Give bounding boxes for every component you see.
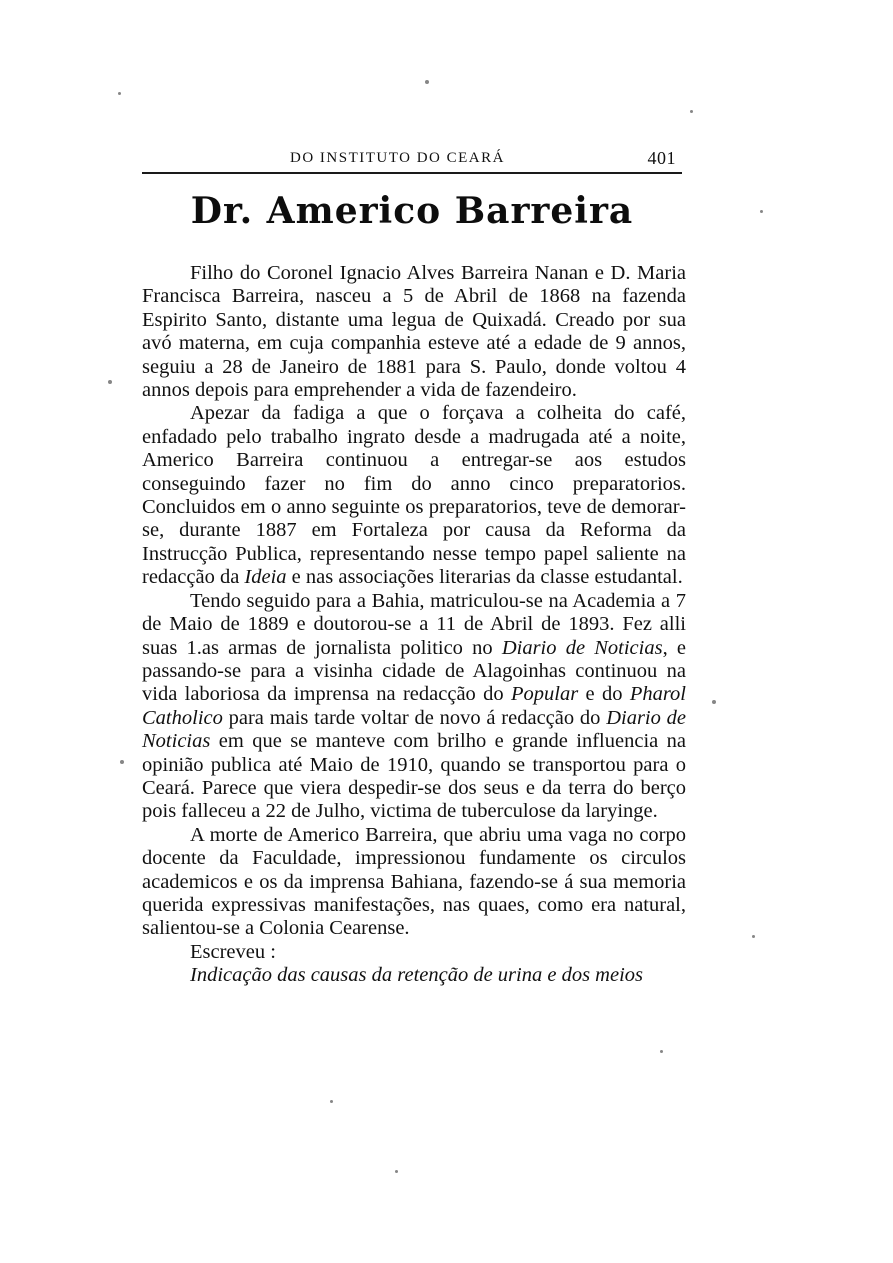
text-run: , e passando-se para a visinha cidade de Alagoinhas continuou na vida laboriosa da imprensa na redacção do — [142, 636, 686, 706]
scan-speck — [395, 1170, 398, 1173]
text-run: A morte de Americo Barreira, que abriu uma vaga no corpo docente da Faculdade, impressionou fundamente os circulos academicos e os da imprensa Bahiana, fazendo-se á sua memoria querida expressivas manifestações, nas quaes, como era natural, salientou-se a Colonia Cearense. — [142, 823, 686, 940]
scan-speck — [690, 110, 693, 113]
scan-speck — [760, 210, 763, 213]
text-run: Apezar da fadiga a que o forçava a colheita do café, enfadado pelo trabalho ingrato desde a madrugada até a noite, Americo Barreira continuou a entregar-se aos estudos conseguindo fazer no fim do anno cinco preparatorios. Concluidos em o anno seguinte os preparatorios, teve de demorar-se, durante 1887 em Fortaleza por causa da Reforma da Instrucção Publica, representando nesse tempo papel saliente na redacção da — [142, 402, 686, 589]
scan-speck — [712, 700, 716, 704]
scan-speck — [425, 80, 429, 84]
article-body — [142, 262, 686, 988]
scan-speck — [752, 935, 755, 938]
scan-speck — [660, 1050, 663, 1053]
text-run: e do — [578, 683, 630, 706]
italic-text-run: Diario de Noticias — [142, 706, 686, 753]
text-run: em que se manteve com brilho e grande influencia na opinião publica até Maio de 1910, quando se transportou para o Ceará. Parece que viera despedir-se dos seus e da terra do berço pois falleceu a 22 de Julho, victima de tuberculose da laryinge. — [142, 730, 686, 823]
italic-text-run: Diario de Noticias — [501, 636, 663, 659]
scan-speck — [118, 92, 121, 95]
italic-text-run: Pharol Catholico — [142, 683, 686, 729]
writings-intro: Escreveu : — [190, 940, 276, 963]
paragraph — [142, 824, 686, 941]
paragraph — [142, 262, 686, 402]
running-head — [142, 146, 682, 174]
article-title: Dr. Americo Barreira — [190, 190, 634, 232]
scan-speck — [330, 1100, 333, 1103]
running-head-title: DO INSTITUTO DO CEARÁ — [290, 150, 505, 166]
page-number: 401 — [647, 148, 676, 168]
text-run: para mais tarde voltar de novo á redacção do — [222, 706, 607, 729]
italic-text-run: Ideia — [244, 566, 287, 589]
text-run: Filho do Coronel Ignacio Alves Barreira Nanan e D. Maria Francisca Barreira, nasceu a 5 de Abril de 1868 na fazenda Espirito Santo, distante uma legua de Quixadá. Creado por sua avó materna, em cuja companhia esteve até a edade de 9 annos, seguiu a 28 de Janeiro de 1881 para S. Paulo, donde voltou 4 annos depois para emprehender a vida de fazendeiro. — [142, 262, 686, 402]
text-run: Tendo seguido para a Bahia, matriculou-se na Academia a 7 de Maio de 1889 e doutorou-se a 11 de Abril de 1893. Fez alli suas 1.as armas de jornalista politico no — [142, 589, 686, 659]
paragraph — [142, 590, 686, 824]
writings-item: Indicação das causas da retenção de urina e dos meios — [190, 964, 644, 987]
paragraph — [142, 402, 686, 589]
scan-speck — [108, 380, 112, 384]
text-run: e nas associações literarias da classe estudantal. — [286, 566, 683, 589]
italic-text-run: Popular — [510, 683, 579, 706]
scan-speck — [120, 760, 124, 764]
